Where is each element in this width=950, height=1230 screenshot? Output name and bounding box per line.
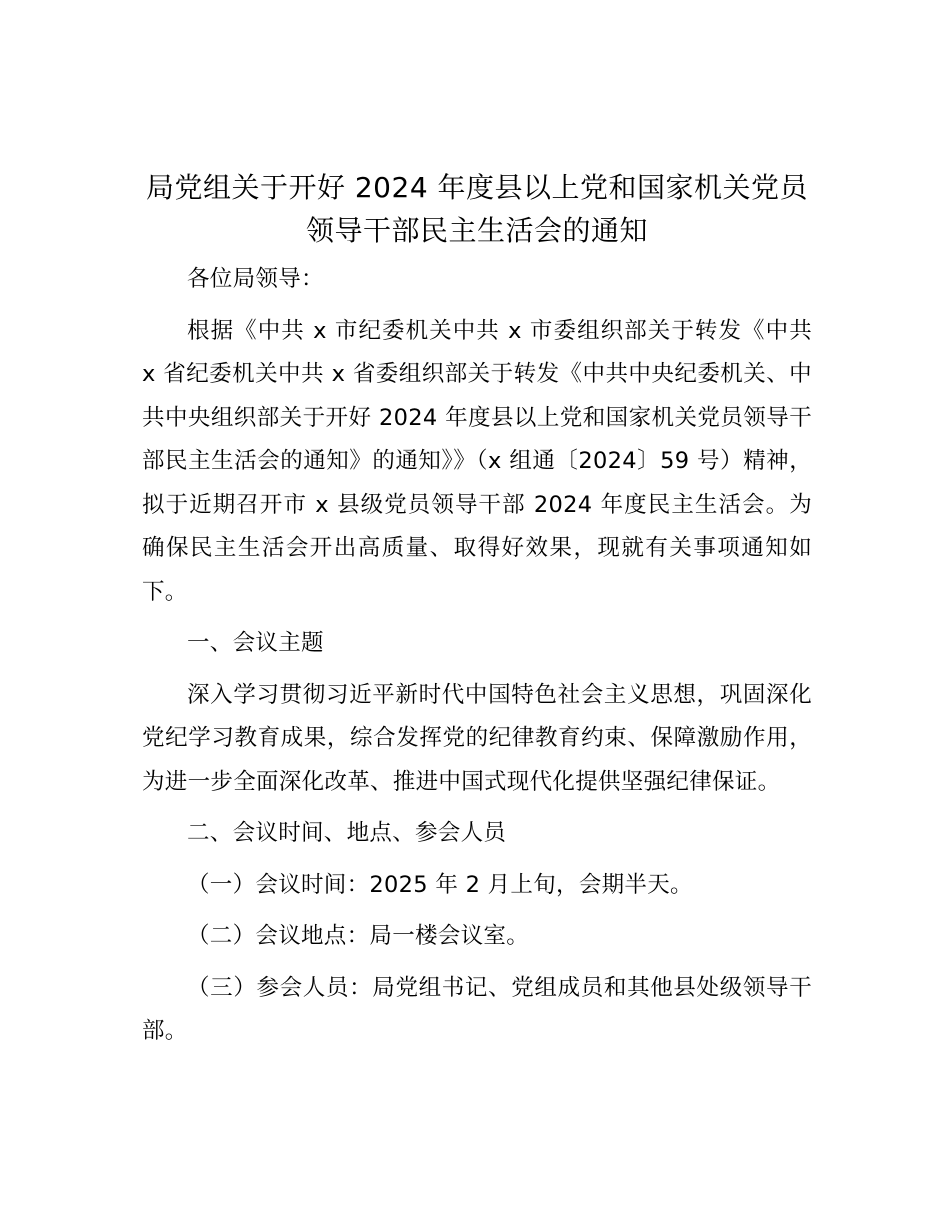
meeting-location-item: （二）会议地点：局一楼会议室。 <box>187 923 530 949</box>
intro-paragraph: 根据《中共 x 市纪委机关中共 x 市委组织部关于转发《中共 x 省纪委机关中共 x 省委组织部关于转发《中共中央纪委机关、中共中央组织部关于开好 2024 年度县以上党和国家机关党员领导干部民主生活会的通知》的通知》》（x 组通〔2024〕59 号）精神，拟于近期召开市 x 县级党员领导干部 2024 年度民主生活会。为确保民主生活会开出高质量、取得好效果，现就有关事项通知如下。 <box>142 317 812 605</box>
section-1-body: 深入学习贯彻习近平新时代中国特色社会主义思想，巩固深化党纪学习教育成果，综合发挥党的纪律教育约束、保障激励作用，为进一步全面深化改革、推进中国式现代化提供坚强纪律保证。 <box>142 681 812 795</box>
document-page <box>142 166 812 1062</box>
meeting-time-item: （一）会议时间：2025 年 2 月上旬，会期半天。 <box>187 871 693 898</box>
salutation: 各位局领导： <box>187 266 324 292</box>
section-2-heading: 二、会议时间、地点、参会人员 <box>187 820 507 846</box>
attendees-item: （三）参会人员：局党组书记、党组成员和其他县处级领导干部。 <box>142 974 812 1044</box>
section-1-heading: 一、会议主题 <box>187 630 324 656</box>
document-title: 局党组关于开好 2024 年度县以上党和国家机关党员领导干部民主生活会的通知 <box>145 171 809 247</box>
